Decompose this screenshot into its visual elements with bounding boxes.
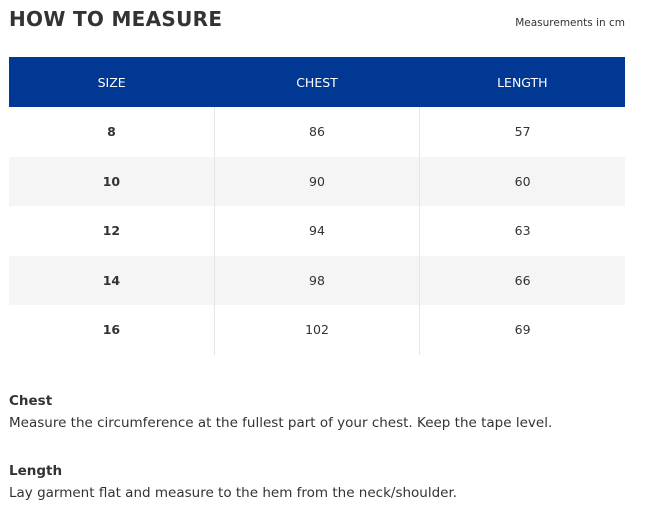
table-row: [9, 305, 625, 355]
chest-cell: 90: [214, 157, 419, 207]
chest-cell: 86: [214, 107, 419, 157]
table-header-row: [9, 57, 625, 107]
table-row: [9, 256, 625, 306]
size-cell: 8: [107, 124, 116, 140]
length-cell: 57: [420, 107, 625, 157]
chest-cell: 98: [214, 256, 419, 306]
column-header-chest: CHEST: [214, 57, 419, 107]
length-cell: 60: [420, 157, 625, 207]
chest-cell: 102: [214, 305, 419, 355]
length-cell: 69: [420, 305, 625, 355]
units-note: Measurements in cm: [515, 17, 625, 29]
size-cell: 10: [102, 173, 121, 189]
table-body: [9, 107, 625, 355]
column-header-size: SIZE: [9, 57, 214, 107]
length-cell: 66: [420, 256, 625, 306]
table-header: [9, 57, 625, 107]
column-header-length: LENGTH: [420, 57, 625, 107]
size-cell: 12: [102, 223, 121, 239]
length-guide-text: Lay garment flat and measure to the hem from the neck/shoulder.: [9, 485, 458, 501]
length-guide: [9, 462, 649, 502]
length-cell: 63: [420, 206, 625, 256]
chest-guide-heading: Chest: [9, 393, 53, 409]
size-cell: 16: [102, 322, 121, 338]
table-row: [9, 107, 625, 157]
chest-guide-text: Measure the circumference at the fullest part of your chest. Keep the tape level.: [9, 415, 553, 431]
length-guide-heading: Length: [9, 463, 63, 479]
size-chart-table: [9, 57, 625, 355]
chest-cell: 94: [214, 206, 419, 256]
chest-guide: [9, 392, 649, 432]
table-row: [9, 157, 625, 207]
table-row: [9, 206, 625, 256]
page-title: HOW TO MEASURE: [9, 7, 223, 31]
size-cell: 14: [102, 272, 121, 288]
